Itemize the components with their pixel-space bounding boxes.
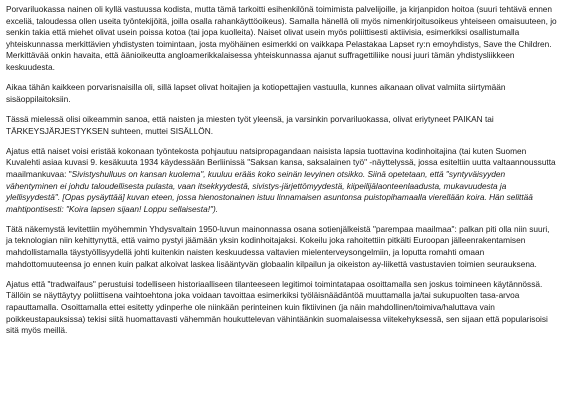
paragraph-work-division: Tässä mielessä olisi oikeammin sanoa, että naisten ja miesten työt yleensä, ja varsinkin porvariluokassa, olivat eriytyneet PAIKAN tai TÄRKEYSJÄRJESTYKSEN suhteen, muttei SISÄLLÖN. <box>6 113 494 136</box>
paragraph-nazi-propaganda-text: Ajatus että naiset voisi eristää kokonaan työntekosta pohjautuu natsipropagandaan naisista lapsia tuottavina kodinhoitajina (tai kuten Suomen Kuvalehti asiaa kuvasi 9. kesäkuuta 1934 käydessään Berliinissä "Saksan kansa, saksalainen työ" -näyttelyssä, jossa esiteltiin uutta valtaannoussutta maailmankuvaa: " <box>6 145 556 179</box>
paragraph-nazi-propaganda <box>6 146 557 216</box>
paragraph-children-care: Aikaa tähän kaikkeen porvarisnaisilla oli, sillä lapset olivat hoitajien ja kotiopettajien vastuulla, kunnes aikanaan olivat valmiita siirtymään sisäoppilaitoksiin. <box>6 82 506 104</box>
paragraph-nazi-propaganda-quote: Sivistyshulluus on kansan kuolema", kuuluu erääs koko seinän levyinen otsikko. Siinä opetetaan, että "syntyväisyyden vähentyminen ei johdu taloudellisesta pulasta, vaan itsekkyydestä, sivistys-järjettömyydestä, kiipeilijälaonteenlaadusta, mukavuudesta ja ylellisyydestä". [Opas pysäyttää] kuvan eteen, jossa hienostonainen istuu linnamaisen asuntonsa puistopihamaalla vierellään koira. Hän selittää mahtipontisesti: "Koira lapsen sijaan! Loppu sellaisesta!"). <box>6 168 533 214</box>
paragraph-tradwife: Ajatus että "tradwaifaus" perustuisi todelliseen historiaalliseen tilanteeseen legitimoi toimintatapaa osoittamalla sen joskus toimineen käytännössä. Tällöin se näyttäytyy poliittisena vaihtoehtona joka voidaan tavoittaa esimerkiksi työläisnäädäntöä muuttamalla ja/tai sukupuolten tasa-arvoa rapauttamalla. Osoittamalla ettei esitetty ydinperhe ole niinkään perinteinen kuin fiktiivinen (ja näin mahdollinen/toimiva/haluttava vain poikkeustapauksissa) tekisi siitä huomattavasti vähemmän houkuttelevan vähintäänkin suomalaisessa viitekehyksessä, sen sijaan että popularisoisi sitä myös meillä. <box>6 278 548 336</box>
paragraph-household-management: Porvariluokassa nainen oli kyllä vastuussa kodista, mutta tämä tarkoitti esihenkilönä toimimista palvelijoille, ja kirjanpidon hoitoa (suuri tehtävä ennen exceliä, taloudessa ollen useita työntekijöitä, joilla osalla rahankäyttöoikeus). Samalla hänellä oli myös nimenkirjoitusoikeus yhteiseen omaisuuteen, jo senkin takia että miehet olivat usein poissa kotoa (tai jopa kuolleita). Naiset olivat usein myös poliittisesti aktiivisia, esimerkiksi osallistumalla yhteiskunnassa merkittävien yhdistysten toimintaan, josta myöhäinen esimerkki on vaikkapa Pelastakaa Lapset ry:n emoyhdistys, Save the Children. Merkittävää onkin havaita, että äänioikeutta angloamerikkalaisessa yhteiskunnassa ajanut suffragettiliike nousi juuri tämän yhdistysliikkeen keskuudesta. <box>6 4 557 72</box>
paragraph-us-1950s: Tätä näkemystä levitettiin myöhemmin Yhdysvaltain 1950-luvun mainonnassa osana sotienjälkeistä "parempaa maailmaa": palkan piti olla niin suuri, ja teknologian niin kehittynyttä, että vaimo pystyi jäämään yksin kodinhoitajaksi. Kokeilu joka rahoitettiin pitkälti Euroopan jälleenrakentamisen mahdollistamalla täystyöllisyydellä johti kuitenkin naisten keskuudessa valtavien mielenterveysongelmiin, ja loputta romahti omaan mahdottomuuteensa jo ennen kuin palkat alkoivat laskea lisääntyvän globaalin kilpailun ja oikeiston ay-liikettä vastustavien toimien seurauksena. <box>6 223 550 269</box>
